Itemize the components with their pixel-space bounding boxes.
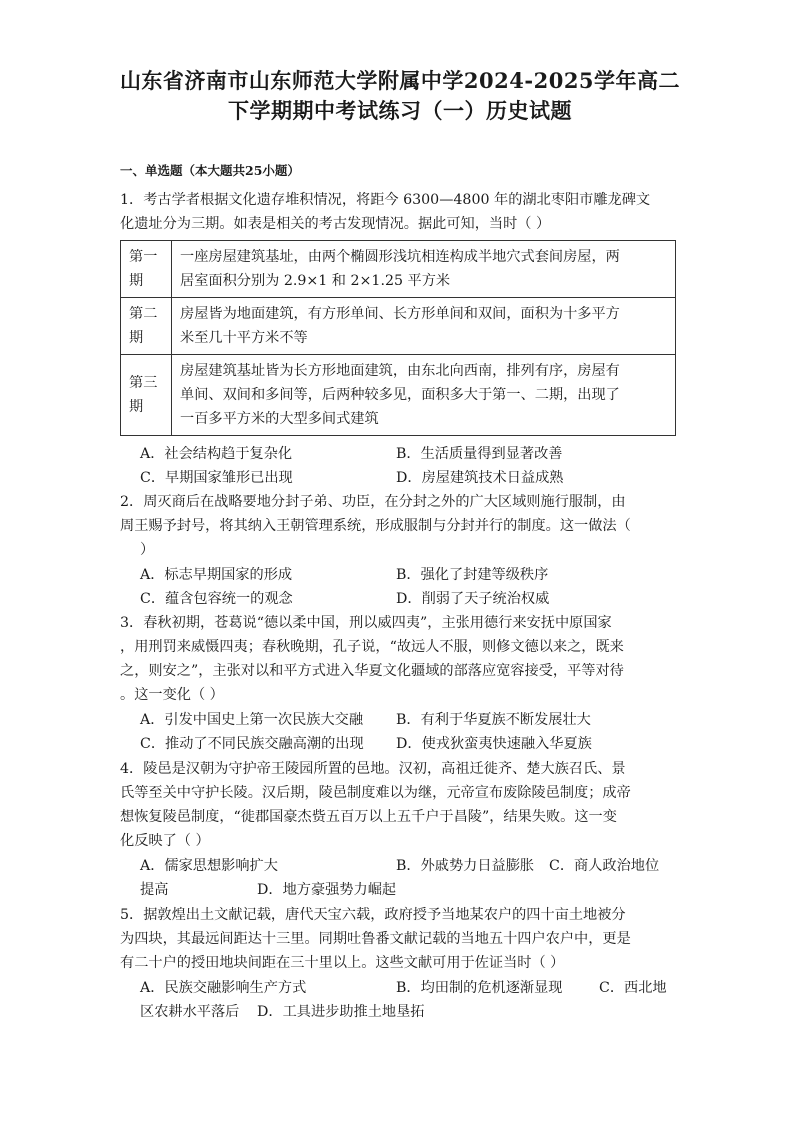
q2-option-c: C．蕴含包容统一的观念 xyxy=(140,591,293,607)
q1-option-d: D．房屋建筑技术日益成熟 xyxy=(396,470,564,486)
q5-option-d: D．工具进步助推土地垦拓 xyxy=(257,1004,425,1020)
q3-stem-line-1: 3．春秋初期，苍葛说“德以柔中国，刑以威四夷”，主张用德行来安抚中原国家 xyxy=(120,615,612,631)
description-cell xyxy=(172,241,676,298)
table-row xyxy=(121,241,676,298)
q1-option-b: B．生活质量得到显著改善 xyxy=(396,446,563,462)
q1-option-c: C．早期国家雏形已出现 xyxy=(140,470,293,486)
phase-cell xyxy=(121,355,172,436)
section-heading: 一、单选题（本大题共25小题） xyxy=(120,163,300,178)
cell-line: 房屋建筑基址皆为长方形地面建筑，由东北向西南，排列有序，房屋有 xyxy=(180,363,620,379)
description-cell xyxy=(172,355,676,436)
q2-option-d: D．削弱了天子统治权威 xyxy=(396,591,550,607)
phase-cell xyxy=(121,241,172,298)
archaeology-table xyxy=(120,240,676,436)
phase-label: 第三 xyxy=(129,375,158,391)
phase-label: 期 xyxy=(129,399,144,415)
cell-line: 一百多平方米的大型多间式建筑 xyxy=(180,411,379,427)
q3-option-b: B．有利于华夏族不断发展壮大 xyxy=(396,712,591,728)
phase-label: 期 xyxy=(129,273,144,289)
cell-line: 居室面积分别为 2.9×1 和 2×1.25 平方米 xyxy=(180,273,451,289)
phase-label: 第二 xyxy=(129,306,158,322)
cell-line: 米至几十平方米不等 xyxy=(180,330,308,346)
q4-stem-line-1: 4．陵邑是汉朝为守护帝王陵园所置的邑地。汉初，高祖迁徙齐、楚大族召氏、景 xyxy=(120,761,626,777)
q4-option-c: C．商人政治地位 xyxy=(549,858,660,874)
q2-stem-line-3: ） xyxy=(140,542,155,558)
q2-option-a: A．标志早期国家的形成 xyxy=(140,567,293,583)
q2-option-b: B．强化了封建等级秩序 xyxy=(396,567,549,583)
q3-stem-line-3: 之，则安之”，主张对以和平方式进入华夏文化疆域的部落应宽容接受，平等对待 xyxy=(120,663,624,679)
q4-option-a: A．儒家思想影响扩大 xyxy=(140,858,278,874)
table-row xyxy=(121,298,676,355)
q4-stem-line-2: 氏等至关中守护长陵。汉后期，陵邑制度难以为继，元帝宣布废除陵邑制度；成帝 xyxy=(120,785,631,801)
q4-option-d: D．地方豪强势力崛起 xyxy=(257,882,397,898)
q5-stem-line-3: 有二十户的授田地块间距在三十里以上。这些文献可用于佐证当时（ ） xyxy=(120,955,565,971)
q2-stem-line-2: 周王赐予封号，将其纳入王朝管理系统，形成服制与分封并行的制度。这一做法（ xyxy=(120,518,631,534)
description-cell xyxy=(172,298,676,355)
phase-label: 期 xyxy=(129,330,144,346)
q5-stem-line-1: 5．据敦煌出土文献记载，唐代天宝六载，政府授予当地某农户的四十亩土地被分 xyxy=(120,907,626,923)
q4-option-c-continued: 提高 xyxy=(140,882,169,898)
q5-option-b: B．均田制的危机逐渐显现 xyxy=(396,980,563,996)
q4-stem-line-3: 想恢复陵邑制度，“徙郡国豪杰赀五百万以上五千户于昌陵”，结果失败。这一变 xyxy=(120,809,617,825)
table-row xyxy=(121,355,676,436)
q1-stem-line-2: 化遗址分为三期。如表是相关的考古发现情况。据此可知，当时（ ） xyxy=(120,216,551,232)
q5-stem-line-2: 为四块，其最远间距达十三里。同期吐鲁番文献记载的当地五十四户农户中，更是 xyxy=(120,931,631,947)
phase-cell xyxy=(121,298,172,355)
q1-option-a: A．社会结构趋于复杂化 xyxy=(140,446,293,462)
cell-line: 单间、双间和多间等，后两种较多见，面积多大于第一、二期，出现了 xyxy=(180,387,620,403)
cell-line: 一座房屋建筑基址，由两个椭圆形浅坑相连构成半地穴式套间房屋，两 xyxy=(180,249,620,265)
q5-option-c-continued: 区农耕水平落后 xyxy=(140,1004,240,1020)
q5-option-c: C．西北地 xyxy=(599,980,667,996)
q2-stem-line-1: 2．周灭商后在战略要地分封子弟、功臣，在分封之外的广大区域则施行服制，由 xyxy=(120,494,626,510)
q3-option-d: D．使戎狄蛮夷快速融入华夏族 xyxy=(396,736,592,752)
cell-line: 房屋皆为地面建筑，有方形单间、长方形单间和双间，面积为十多平方 xyxy=(180,306,620,322)
q4-option-b: B．外戚势力日益膨胀 xyxy=(396,858,535,874)
q3-stem-line-4: 。这一变化（ ） xyxy=(120,687,224,703)
exam-title-line-2: 下学期期中考试练习（一）历史试题 xyxy=(228,98,572,123)
q3-option-c: C．推动了不同民族交融高潮的出现 xyxy=(140,736,364,752)
exam-title-line-1: 山东省济南市山东师范大学附属中学2024-2025学年高二 xyxy=(119,68,681,93)
q3-stem-line-2: ，用刑罚来威慑四夷；春秋晚期，孔子说，“故远人不服，则修文德以来之，既来 xyxy=(120,639,624,655)
phase-label: 第一 xyxy=(129,249,158,265)
q4-stem-line-4: 化反映了（ ） xyxy=(120,833,210,849)
q1-stem-line-1: 1．考古学者根据文化遗存堆积情况，将距今 6300—4800 年的湖北枣阳市雕龙碑文 xyxy=(120,192,651,208)
q5-option-a: A．民族交融影响生产方式 xyxy=(140,980,307,996)
q3-option-a: A．引发中国史上第一次民族大交融 xyxy=(140,712,364,728)
